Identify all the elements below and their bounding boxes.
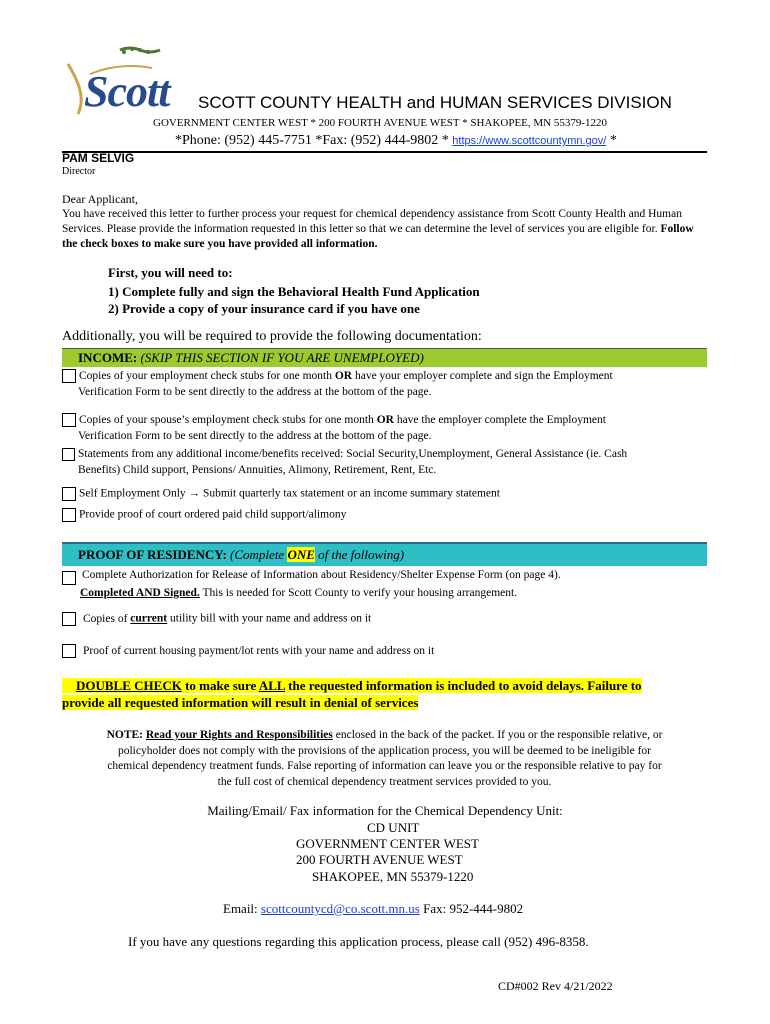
income-item-2-or: OR	[376, 414, 394, 426]
step-2: 2) Provide a copy of your insurance card if you have one	[108, 301, 420, 316]
residency-checkbox-1[interactable]	[62, 571, 76, 585]
income-item-4-a: Self Employment Only	[79, 487, 189, 500]
residency-checkbox-3[interactable]	[62, 644, 76, 658]
income-checkbox-2[interactable]	[62, 413, 76, 427]
income-item-2-c: have the employer complete the Employment	[393, 414, 606, 426]
intro-text: You have received this letter to further process your request for chemical dependency assistance from Scott County Health and Human Services. Please provide the information requested in this letter so that we can determine the level of services you are eligible for.	[62, 208, 682, 235]
arrow-right-icon: →	[188, 487, 201, 500]
note-paragraph	[62, 728, 707, 790]
residency-item-1-b: Completed AND Signed.	[80, 587, 200, 599]
note-l1: enclosed in the back of the packet. If you or the responsible relative, or	[332, 729, 663, 741]
mailing-heading: Mailing/Email/ Fax information for the Chemical Dependency Unit:	[207, 803, 563, 818]
income-item-2-d: Verification Form to be sent directly to the address at the bottom of the page.	[78, 430, 432, 442]
note-rights: Read your Rights and Responsibilities	[145, 729, 333, 741]
first-heading: First, you will need to:	[108, 265, 233, 280]
mailing-unit: CD UNIT	[367, 820, 420, 835]
county-logo	[60, 44, 200, 116]
residency-item-2-c: utility bill with your name and address on it	[167, 612, 372, 625]
income-item-1-c: have your employer complete and sign the Employment	[352, 370, 613, 382]
mailing-building: GOVERNMENT CENTER WEST	[296, 836, 479, 851]
mailing-city: SHAKOPEE, MN 55379-1220	[312, 869, 474, 884]
income-note: (SKIP THIS SECTION IF YOU ARE UNEMPLOYED)	[140, 350, 424, 365]
phone-fax: *Phone: (952) 445-7751 *Fax: (952) 444-9802 *	[175, 133, 453, 148]
questions-line: If you have any questions regarding this application process, please call (952) 496-8358.	[128, 934, 589, 949]
residency-note-one: ONE	[287, 547, 315, 562]
greeting: Dear Applicant,	[62, 192, 138, 206]
residency-item-3-text: Proof of current housing payment/lot rents with your name and address on it	[83, 644, 435, 657]
residency-note-b: of the following)	[314, 547, 405, 562]
director-title: Director	[62, 166, 96, 177]
income-checkbox-4[interactable]	[62, 487, 76, 501]
residency-note-a: (Complete	[230, 547, 288, 562]
warning-d: the requested information is included to avoid delays. Failure to	[284, 678, 642, 693]
note-l2: policyholder does not comply with the provisions of the application process, you will be deemed to be ineligible for	[117, 744, 652, 757]
income-item-3	[62, 446, 702, 478]
residency-item-3	[62, 644, 434, 658]
residency-item-2	[62, 612, 371, 626]
intro-paragraph	[62, 207, 704, 252]
income-item-3-b: Benefits) Child support, Pensions/ Annuities, Alimony, Retirement, Rent, Etc.	[78, 464, 437, 476]
director-name: PAM SELVIG	[62, 151, 135, 165]
double-check-warning	[62, 677, 702, 711]
income-band	[62, 348, 707, 367]
income-item-3-a: Statements from any additional income/benefits received: Social Security,Unemployment, General Assistance (ie. Cash	[78, 448, 628, 460]
note-label: NOTE:	[106, 729, 143, 741]
header-rule	[62, 151, 707, 153]
residency-band	[62, 542, 707, 566]
income-item-2	[62, 412, 702, 444]
email-line	[223, 901, 523, 917]
warning-b: to make sure	[181, 678, 259, 693]
residency-label: PROOF OF RESIDENCY:	[78, 547, 227, 562]
additionally-text: Additionally, you will be required to provide the following documentation:	[62, 329, 482, 344]
email-link[interactable]: scottcountycd@co.scott.mn.us	[260, 901, 420, 916]
income-checkbox-1[interactable]	[62, 369, 76, 383]
fax-number: Fax: 952-444-9802	[419, 901, 524, 916]
division-title: SCOTT COUNTY HEALTH and HUMAN SERVICES DIVISION	[198, 93, 672, 112]
intro-bold: Follow the check boxes to make sure you have provided all information.	[62, 223, 694, 250]
residency-item-2-a: Copies of	[83, 612, 131, 625]
logo-text: Scott	[84, 67, 170, 116]
income-item-4-b: Submit quarterly tax statement or an income summary statement	[200, 487, 500, 500]
residency-item-1	[62, 567, 702, 601]
contact-line	[175, 133, 617, 149]
income-item-1-or: OR	[334, 370, 353, 382]
residency-item-1-c: This is needed for Scott County to verify your housing arrangement.	[199, 587, 518, 599]
note-l3: chemical dependency treatment funds. False reporting of information can leave you or the responsible relative to pay for	[107, 760, 662, 772]
residency-item-1-a: Complete Authorization for Release of Information about Residency/Shelter Expense Form (on page 4).	[82, 569, 561, 581]
step-1: 1) Complete fully and sign the Behavioral Health Fund Application	[108, 284, 480, 299]
email-label: Email:	[223, 901, 261, 916]
income-item-1	[62, 368, 702, 400]
residency-item-2-current: current	[130, 612, 168, 625]
address-line: GOVERNMENT CENTER WEST * 200 FOURTH AVENUE WEST * SHAKOPEE, MN 55379-1220	[153, 117, 608, 129]
mailing-street: 200 FOURTH AVENUE WEST	[296, 852, 463, 867]
income-item-2-a: Copies of your spouse’s employment check stubs for one month	[79, 414, 377, 426]
income-item-1-d: Verification Form to be sent directly to the address at the bottom of the page.	[78, 386, 432, 398]
income-item-5	[62, 508, 346, 522]
income-checkbox-5[interactable]	[62, 508, 76, 522]
income-item-4	[62, 487, 500, 501]
income-label: INCOME:	[78, 350, 138, 365]
income-checkbox-3[interactable]	[62, 448, 75, 461]
residency-checkbox-2[interactable]	[62, 612, 76, 626]
website-link[interactable]: https://www.scottcountymn.gov/	[452, 135, 607, 147]
warning-e: provide all requested information will result in denial of services	[62, 695, 419, 710]
note-l4: the full cost of chemical dependency treatment services provided to you.	[217, 775, 552, 788]
warning-double-check: DOUBLE CHECK	[76, 678, 182, 693]
website-suffix: *	[606, 133, 617, 148]
warning-all: ALL	[258, 678, 285, 693]
income-item-5-text: Provide proof of court ordered paid child support/alimony	[79, 508, 347, 521]
income-item-1-a: Copies of your employment check stubs for one month	[79, 370, 335, 382]
form-id: CD#002 Rev 4/21/2022	[498, 979, 613, 993]
